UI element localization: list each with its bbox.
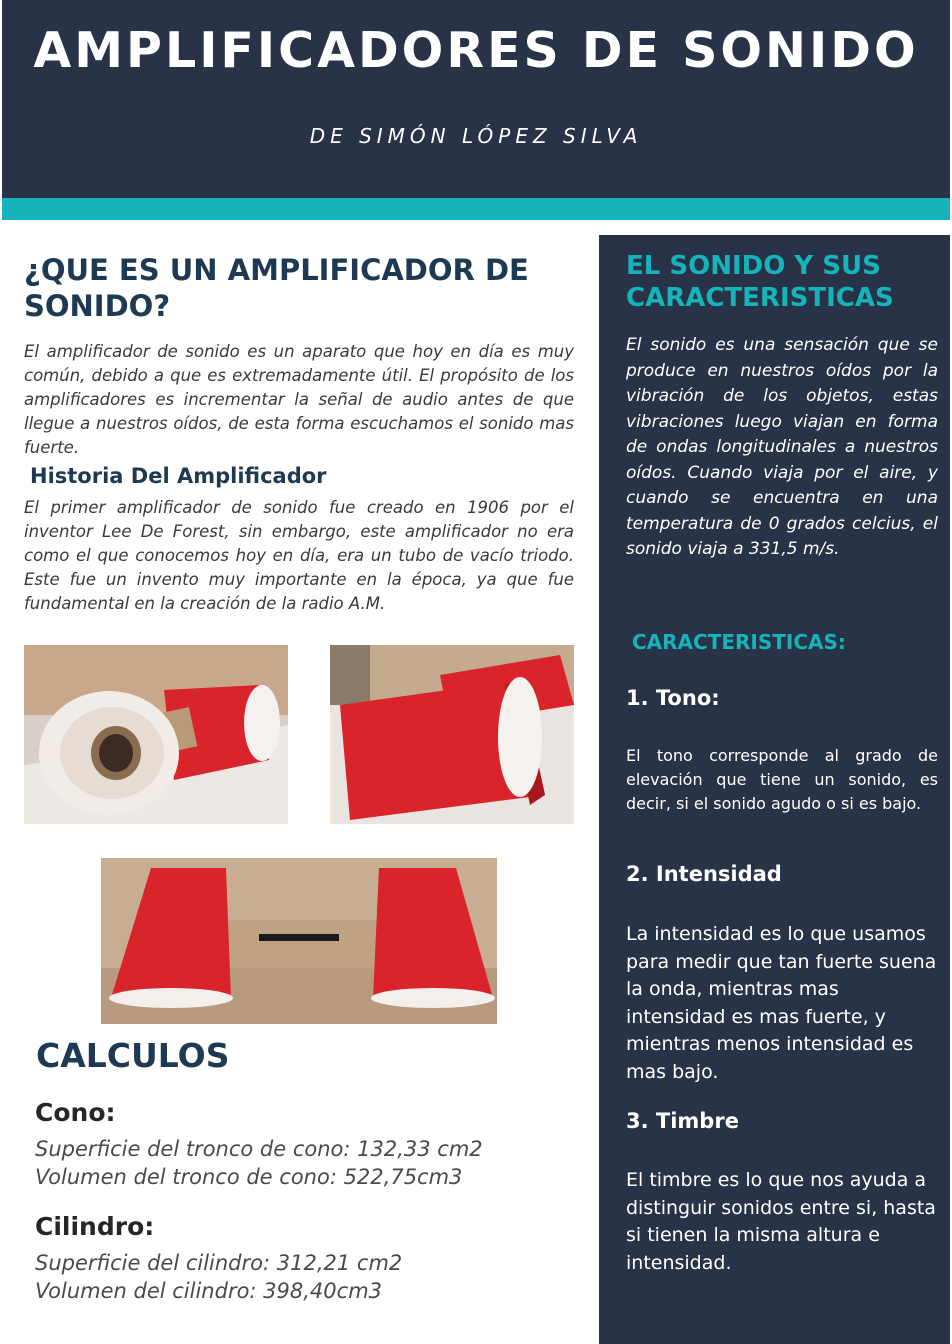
header-banner: [2, 0, 950, 198]
sound-section-heading: EL SONIDO Y SUS CARACTERISTICAS: [626, 251, 894, 313]
amplifier-photo-2: [330, 645, 574, 824]
cone-heading: Cono:: [35, 1098, 116, 1127]
amplifier-photo-3: [101, 858, 497, 1024]
tone-heading: 1. Tono:: [626, 686, 720, 710]
sound-intro-paragraph: El sonido es una sensación que se produce en nuestros oídos por la vibración de los objetos, estas vibraciones luego viajan en forma de ondas longitudinales a nuestros oídos. Cuando viaja por el aire, y cuando se encuentra en una temperatura de 0 grados celcius, el sonido viaja a 331,5 m/s.: [626, 335, 938, 559]
intensity-paragraph: La intensidad es lo que usamos para medir que tan fuerte suena la onda, mientras mas intensidad es mas fuerte, y mientras menos intensidad es mas bajo.: [626, 923, 937, 1083]
calculations-heading: CALCULOS: [36, 1036, 230, 1075]
history-heading: Historia Del Amplificador: [30, 464, 327, 488]
history-paragraph: El primer amplificador de sonido fue creado en 1906 por el inventor Lee De Forest, sin embargo, este amplificador no era como el que conocemos hoy en día, era un tubo de vacío triodo. Este fue un invento muy importante en la época, ya que fue fundamental en la creación de la radio A.M.: [24, 498, 574, 613]
cylinder-heading: Cilindro:: [35, 1212, 155, 1241]
intensity-heading: 2. Intensidad: [626, 862, 782, 886]
page-title: AMPLIFICADORES DE SONIDO: [33, 22, 919, 79]
intro-paragraph: El amplificador de sonido es un aparato que hoy en día es muy común, debido a que es extremadamente útil. El propósito de los amplificadores es incrementar la señal de audio antes de que llegue a nuestros oídos, de esta forma escuchamos el sonido mas fuerte.: [24, 342, 574, 457]
timbre-heading: 3. Timbre: [626, 1109, 739, 1133]
author-line: DE SIMÓN LÓPEZ SILVA: [309, 124, 643, 148]
cone-surface: Superficie del tronco de cono: 132,33 cm2: [35, 1137, 483, 1161]
characteristics-heading: CARACTERISTICAS:: [632, 630, 846, 654]
amplifier-photo-1: [24, 645, 288, 824]
tone-paragraph: El tono corresponde al grado de elevación que tiene un sonido, es decir, si el sonido agudo o si es bajo.: [626, 746, 938, 813]
cone-volume: Volumen del tronco de cono: 522,75cm3: [35, 1165, 463, 1189]
cylinder-volume: Volumen del cilindro: 398,40cm3: [35, 1279, 383, 1303]
section-heading-what-is: ¿QUE ES UN AMPLIFICADOR DE SONIDO?: [24, 253, 529, 323]
accent-divider: [2, 198, 950, 220]
timbre-paragraph: El timbre es lo que nos ayuda a distinguir sonidos entre si, hasta si tienen la misma altura e intensidad.: [626, 1169, 936, 1274]
cylinder-surface: Superficie del cilindro: 312,21 cm2: [35, 1251, 403, 1275]
